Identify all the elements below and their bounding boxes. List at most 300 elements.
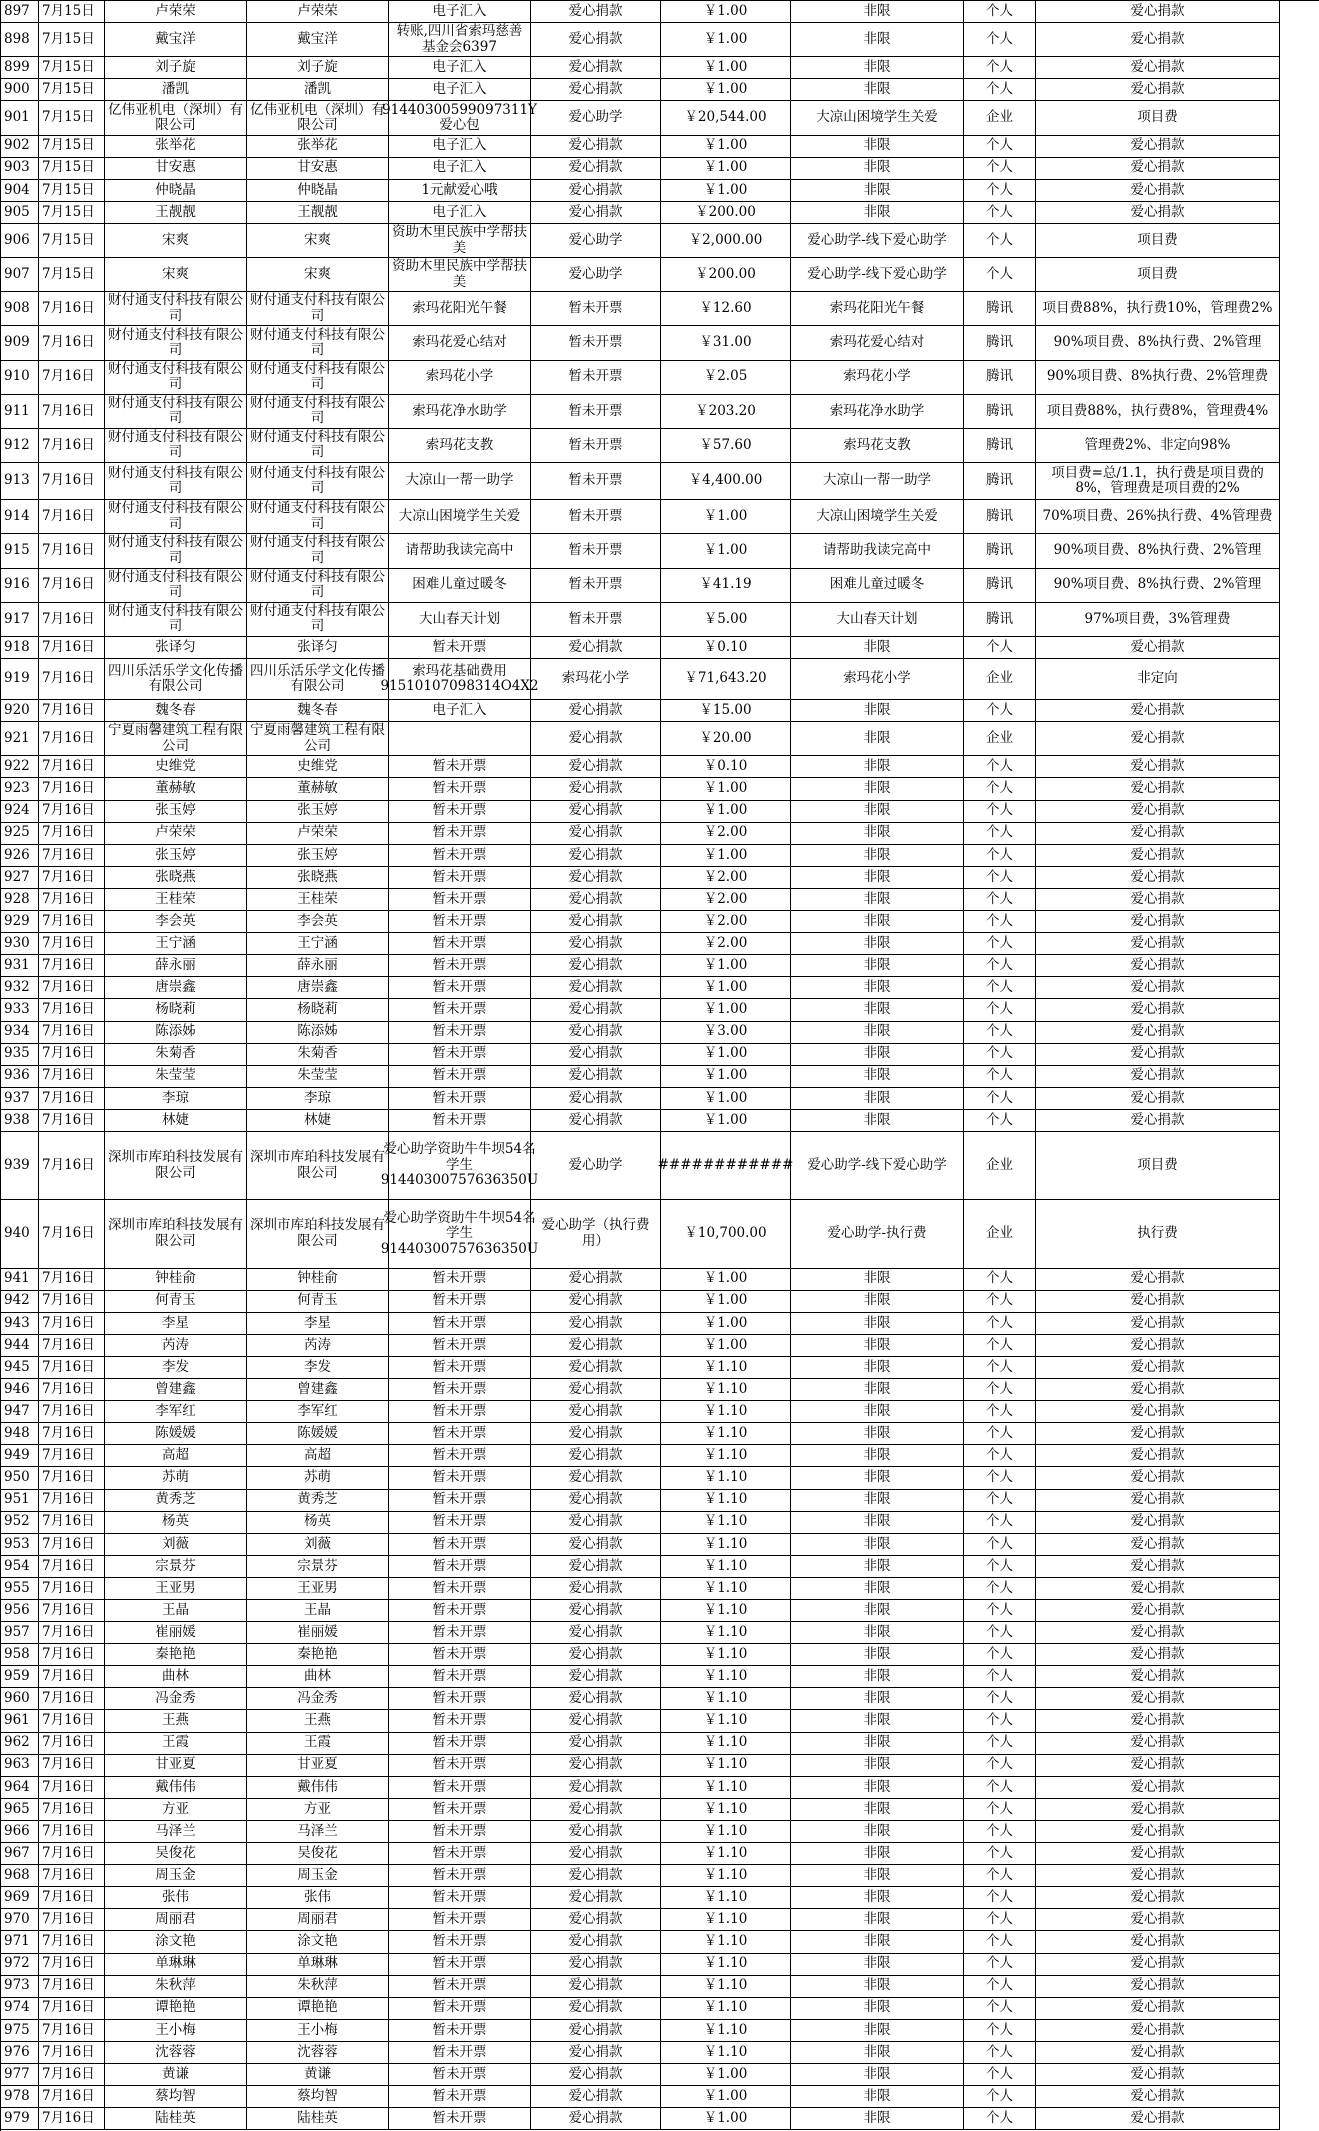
table-row-921-fund-restriction: 非限	[791, 722, 964, 756]
table-row-939-row-number: 939	[1, 1132, 39, 1200]
table-row-951-fund-restriction: 非限	[791, 1490, 964, 1512]
table-row-942-donation-date: 7月16日	[39, 1291, 105, 1313]
table-row-969-row-number: 969	[1, 1887, 39, 1909]
table-row-959-amount: ￥1.10	[661, 1666, 791, 1688]
table-row-970-row-number: 970	[1, 1909, 39, 1931]
table-row-951-donor-category: 个人	[964, 1490, 1036, 1512]
table-row-977-fund-restriction: 非限	[791, 2064, 964, 2086]
table-row-948-row-number: 948	[1, 1423, 39, 1445]
table-row-947-amount: ￥1.10	[661, 1401, 791, 1423]
table-row-922-donor-category: 个人	[964, 756, 1036, 778]
table-row-918-donation-date: 7月16日	[39, 637, 105, 659]
table-row-939-donor-category: 企业	[964, 1132, 1036, 1200]
table-row-954-remark: 暂未开票	[389, 1556, 531, 1578]
table-row-973-fund-usage: 爱心捐款	[1036, 1976, 1280, 1998]
table-row-899-row-number: 899	[1, 57, 39, 79]
table-row-963-amount: ￥1.10	[661, 1755, 791, 1777]
table-row-973-donation-type: 爱心捐款	[531, 1976, 661, 1998]
table-row-957-row-number: 957	[1, 1622, 39, 1644]
table-row-943-fund-usage: 爱心捐款	[1036, 1313, 1280, 1335]
table-row-948-remark: 暂未开票	[389, 1423, 531, 1445]
table-row-904-row-number: 904	[1, 180, 39, 202]
table-row-906-donor-category: 个人	[964, 224, 1036, 258]
table-row-923-amount: ￥1.00	[661, 778, 791, 800]
table-row-897-remark: 电子汇入	[389, 1, 531, 23]
table-row-898-fund-usage: 爱心捐款	[1036, 23, 1280, 57]
table-row-934-donation-type: 爱心捐款	[531, 1022, 661, 1044]
table-row-941-invoice-name: 钟桂俞	[247, 1269, 389, 1291]
table-row-932-donation-date: 7月16日	[39, 977, 105, 999]
table-row-900-invoice-name: 潘凯	[247, 79, 389, 101]
table-row-917-donor-name: 财付通支付科技有限公司	[105, 603, 247, 637]
table-row-910-fund-restriction: 索玛花小学	[791, 361, 964, 395]
table-row-948-donation-type: 爱心捐款	[531, 1423, 661, 1445]
table-row-941-donation-type: 爱心捐款	[531, 1269, 661, 1291]
table-row-929-donor-category: 个人	[964, 911, 1036, 933]
table-row-928-fund-usage: 爱心捐款	[1036, 889, 1280, 911]
table-row-942-invoice-name: 何青玉	[247, 1291, 389, 1313]
table-row-954-donation-date: 7月16日	[39, 1556, 105, 1578]
table-row-899-donor-name: 刘子旋	[105, 57, 247, 79]
table-row-970-donation-date: 7月16日	[39, 1909, 105, 1931]
table-row-960-remark: 暂未开票	[389, 1688, 531, 1710]
table-row-940-donation-type: 爱心助学（执行费用）	[531, 1200, 661, 1268]
table-row-940-row-number: 940	[1, 1200, 39, 1268]
table-row-961-donation-type: 爱心捐款	[531, 1710, 661, 1732]
table-row-966-amount: ￥1.10	[661, 1821, 791, 1843]
table-row-903-fund-restriction: 非限	[791, 158, 964, 180]
table-row-929-row-number: 929	[1, 911, 39, 933]
table-row-976-amount: ￥1.10	[661, 2042, 791, 2064]
table-row-973-remark: 暂未开票	[389, 1976, 531, 1998]
table-row-956-row-number: 956	[1, 1600, 39, 1622]
table-row-913-amount: ￥4,400.00	[661, 463, 791, 500]
table-row-960-donor-category: 个人	[964, 1688, 1036, 1710]
table-row-945-fund-restriction: 非限	[791, 1357, 964, 1379]
table-row-964-fund-usage: 爱心捐款	[1036, 1777, 1280, 1799]
table-row-928-amount: ￥2.00	[661, 889, 791, 911]
table-row-925-donation-date: 7月16日	[39, 823, 105, 845]
table-row-933-row-number: 933	[1, 999, 39, 1021]
table-row-976-donor-category: 个人	[964, 2042, 1036, 2064]
table-row-970-invoice-name: 周丽君	[247, 1909, 389, 1931]
table-row-935-fund-restriction: 非限	[791, 1044, 964, 1066]
table-row-935-invoice-name: 朱菊香	[247, 1044, 389, 1066]
table-row-931-donor-category: 个人	[964, 955, 1036, 977]
table-row-913-fund-restriction: 大凉山一帮一助学	[791, 463, 964, 500]
table-row-952-donation-date: 7月16日	[39, 1512, 105, 1534]
table-row-968-row-number: 968	[1, 1865, 39, 1887]
table-row-913-remark: 大凉山一帮一助学	[389, 463, 531, 500]
table-row-956-fund-usage: 爱心捐款	[1036, 1600, 1280, 1622]
table-row-919-donor-category: 企业	[964, 659, 1036, 700]
table-row-962-donor-category: 个人	[964, 1733, 1036, 1755]
table-row-920-invoice-name: 魏冬春	[247, 700, 389, 722]
table-row-930-donor-category: 个人	[964, 933, 1036, 955]
table-row-979-remark: 暂未开票	[389, 2108, 531, 2130]
table-row-960-donor-name: 冯金秀	[105, 1688, 247, 1710]
table-row-959-invoice-name: 曲林	[247, 1666, 389, 1688]
table-row-926-donation-date: 7月16日	[39, 845, 105, 867]
table-row-902-donor-name: 张举花	[105, 136, 247, 158]
table-row-979-invoice-name: 陆桂英	[247, 2108, 389, 2130]
table-row-968-donor-category: 个人	[964, 1865, 1036, 1887]
table-row-978-donation-date: 7月16日	[39, 2086, 105, 2108]
table-row-941-amount: ￥1.00	[661, 1269, 791, 1291]
table-row-908-fund-usage: 项目费88%，执行费10%，管理费2%	[1036, 292, 1280, 326]
table-row-961-amount: ￥1.10	[661, 1710, 791, 1732]
table-row-963-donation-type: 爱心捐款	[531, 1755, 661, 1777]
table-row-909-donation-date: 7月16日	[39, 326, 105, 360]
table-row-916-invoice-name: 财付通支付科技有限公司	[247, 569, 389, 603]
table-row-976-donation-date: 7月16日	[39, 2042, 105, 2064]
table-row-897-donation-date: 7月15日	[39, 1, 105, 23]
table-row-935-amount: ￥1.00	[661, 1044, 791, 1066]
table-row-952-fund-usage: 爱心捐款	[1036, 1512, 1280, 1534]
table-row-978-donor-name: 蔡均智	[105, 2086, 247, 2108]
table-row-915-row-number: 915	[1, 534, 39, 568]
table-row-950-amount: ￥1.10	[661, 1467, 791, 1489]
table-row-912-invoice-name: 财付通支付科技有限公司	[247, 429, 389, 463]
table-row-960-amount: ￥1.10	[661, 1688, 791, 1710]
table-row-948-donor-name: 陈媛媛	[105, 1423, 247, 1445]
table-row-899-fund-usage: 爱心捐款	[1036, 57, 1280, 79]
table-row-975-invoice-name: 王小梅	[247, 2020, 389, 2042]
table-row-911-donor-name: 财付通支付科技有限公司	[105, 395, 247, 429]
table-row-951-invoice-name: 黄秀芝	[247, 1490, 389, 1512]
table-row-900-fund-usage: 爱心捐款	[1036, 79, 1280, 101]
table-row-910-donation-date: 7月16日	[39, 361, 105, 395]
table-row-929-invoice-name: 李会英	[247, 911, 389, 933]
table-row-925-donor-category: 个人	[964, 823, 1036, 845]
table-row-945-remark: 暂未开票	[389, 1357, 531, 1379]
table-row-921-invoice-name: 宁夏雨馨建筑工程有限公司	[247, 722, 389, 756]
table-row-967-amount: ￥1.10	[661, 1843, 791, 1865]
table-row-925-donor-name: 卢荣荣	[105, 823, 247, 845]
table-row-950-donation-type: 爱心捐款	[531, 1467, 661, 1489]
table-row-928-remark: 暂未开票	[389, 889, 531, 911]
table-row-969-amount: ￥1.10	[661, 1887, 791, 1909]
table-row-922-donation-type: 爱心捐款	[531, 756, 661, 778]
table-row-942-amount: ￥1.00	[661, 1291, 791, 1313]
table-row-974-invoice-name: 谭艳艳	[247, 1998, 389, 2020]
table-row-967-donation-type: 爱心捐款	[531, 1843, 661, 1865]
table-row-938-fund-restriction: 非限	[791, 1110, 964, 1132]
table-row-968-donation-date: 7月16日	[39, 1865, 105, 1887]
table-row-962-row-number: 962	[1, 1733, 39, 1755]
table-row-951-amount: ￥1.10	[661, 1490, 791, 1512]
table-row-967-donor-name: 吴俊花	[105, 1843, 247, 1865]
table-row-939-fund-restriction: 爱心助学-线下爱心助学	[791, 1132, 964, 1200]
table-row-930-remark: 暂未开票	[389, 933, 531, 955]
table-row-933-donation-type: 爱心捐款	[531, 999, 661, 1021]
table-row-979-fund-usage: 爱心捐款	[1036, 2108, 1280, 2130]
table-row-903-donor-name: 甘安惠	[105, 158, 247, 180]
table-row-917-donation-date: 7月16日	[39, 603, 105, 637]
table-row-930-donor-name: 王宁涵	[105, 933, 247, 955]
table-row-901-row-number: 901	[1, 101, 39, 135]
table-row-921-donor-category: 企业	[964, 722, 1036, 756]
table-row-909-invoice-name: 财付通支付科技有限公司	[247, 326, 389, 360]
table-row-915-remark: 请帮助我读完高中	[389, 534, 531, 568]
table-row-926-invoice-name: 张玉婷	[247, 845, 389, 867]
table-row-977-fund-usage: 爱心捐款	[1036, 2064, 1280, 2086]
table-row-952-invoice-name: 杨英	[247, 1512, 389, 1534]
table-row-972-donation-type: 爱心捐款	[531, 1954, 661, 1976]
table-row-924-invoice-name: 张玉婷	[247, 801, 389, 823]
table-row-938-invoice-name: 林婕	[247, 1110, 389, 1132]
table-row-940-donor-category: 企业	[964, 1200, 1036, 1268]
table-row-908-invoice-name: 财付通支付科技有限公司	[247, 292, 389, 326]
table-row-911-donation-date: 7月16日	[39, 395, 105, 429]
table-row-951-fund-usage: 爱心捐款	[1036, 1490, 1280, 1512]
table-row-964-fund-restriction: 非限	[791, 1777, 964, 1799]
table-row-897-donor-category: 个人	[964, 1, 1036, 23]
table-row-921-row-number: 921	[1, 722, 39, 756]
table-row-944-row-number: 944	[1, 1335, 39, 1357]
table-row-918-donor-category: 个人	[964, 637, 1036, 659]
table-row-952-donation-type: 爱心捐款	[531, 1512, 661, 1534]
table-row-946-fund-usage: 爱心捐款	[1036, 1379, 1280, 1401]
table-row-900-donor-name: 潘凯	[105, 79, 247, 101]
table-row-972-fund-restriction: 非限	[791, 1954, 964, 1976]
table-row-957-fund-restriction: 非限	[791, 1622, 964, 1644]
table-row-972-row-number: 972	[1, 1954, 39, 1976]
table-row-949-donation-date: 7月16日	[39, 1445, 105, 1467]
table-row-977-amount: ￥1.00	[661, 2064, 791, 2086]
table-row-898-donation-date: 7月15日	[39, 23, 105, 57]
table-row-934-fund-usage: 爱心捐款	[1036, 1022, 1280, 1044]
table-row-914-donation-date: 7月16日	[39, 500, 105, 534]
table-row-976-donation-type: 爱心捐款	[531, 2042, 661, 2064]
table-row-925-fund-restriction: 非限	[791, 823, 964, 845]
table-row-897-donation-type: 爱心捐款	[531, 1, 661, 23]
table-row-952-donor-name: 杨英	[105, 1512, 247, 1534]
table-row-960-donation-type: 爱心捐款	[531, 1688, 661, 1710]
table-row-954-amount: ￥1.10	[661, 1556, 791, 1578]
table-row-937-donation-date: 7月16日	[39, 1088, 105, 1110]
table-row-978-amount: ￥1.00	[661, 2086, 791, 2108]
table-row-914-donation-type: 暂未开票	[531, 500, 661, 534]
table-row-946-donation-date: 7月16日	[39, 1379, 105, 1401]
table-row-965-donation-type: 爱心捐款	[531, 1799, 661, 1821]
table-row-941-donor-name: 钟桂俞	[105, 1269, 247, 1291]
table-row-966-donor-category: 个人	[964, 1821, 1036, 1843]
table-row-935-fund-usage: 爱心捐款	[1036, 1044, 1280, 1066]
table-row-923-row-number: 923	[1, 778, 39, 800]
table-row-900-donation-type: 爱心捐款	[531, 79, 661, 101]
table-row-937-fund-restriction: 非限	[791, 1088, 964, 1110]
table-row-922-fund-usage: 爱心捐款	[1036, 756, 1280, 778]
table-row-934-row-number: 934	[1, 1022, 39, 1044]
table-row-905-donation-date: 7月15日	[39, 202, 105, 224]
table-row-914-remark: 大凉山困境学生关爱	[389, 500, 531, 534]
table-row-966-donation-date: 7月16日	[39, 1821, 105, 1843]
table-row-968-invoice-name: 周玉金	[247, 1865, 389, 1887]
table-row-913-donor-name: 财付通支付科技有限公司	[105, 463, 247, 500]
table-row-937-remark: 暂未开票	[389, 1088, 531, 1110]
table-row-962-fund-restriction: 非限	[791, 1733, 964, 1755]
table-row-916-donation-date: 7月16日	[39, 569, 105, 603]
table-row-912-donor-name: 财付通支付科技有限公司	[105, 429, 247, 463]
table-row-917-donation-type: 暂未开票	[531, 603, 661, 637]
table-row-940-fund-usage: 执行费	[1036, 1200, 1280, 1268]
table-row-942-row-number: 942	[1, 1291, 39, 1313]
table-row-958-donation-date: 7月16日	[39, 1644, 105, 1666]
table-row-926-donor-category: 个人	[964, 845, 1036, 867]
table-row-960-row-number: 960	[1, 1688, 39, 1710]
table-row-940-fund-restriction: 爱心助学-执行费	[791, 1200, 964, 1268]
table-row-978-remark: 暂未开票	[389, 2086, 531, 2108]
table-row-974-amount: ￥1.10	[661, 1998, 791, 2020]
table-row-953-remark: 暂未开票	[389, 1534, 531, 1556]
table-row-928-row-number: 928	[1, 889, 39, 911]
table-row-905-remark: 电子汇入	[389, 202, 531, 224]
table-row-966-remark: 暂未开票	[389, 1821, 531, 1843]
table-row-928-donor-name: 王桂荣	[105, 889, 247, 911]
table-row-942-donor-category: 个人	[964, 1291, 1036, 1313]
table-row-946-invoice-name: 曾建鑫	[247, 1379, 389, 1401]
table-row-906-remark: 资助木里民族中学帮扶美	[389, 224, 531, 258]
table-row-915-donor-name: 财付通支付科技有限公司	[105, 534, 247, 568]
table-row-924-fund-usage: 爱心捐款	[1036, 801, 1280, 823]
table-row-953-donor-name: 刘薇	[105, 1534, 247, 1556]
table-row-902-amount: ￥1.00	[661, 136, 791, 158]
table-row-916-remark: 困难儿童过暖冬	[389, 569, 531, 603]
table-row-948-invoice-name: 陈媛媛	[247, 1423, 389, 1445]
table-row-937-amount: ￥1.00	[661, 1088, 791, 1110]
table-row-929-fund-restriction: 非限	[791, 911, 964, 933]
table-row-937-row-number: 937	[1, 1088, 39, 1110]
table-row-911-fund-usage: 项目费88%，执行费8%，管理费4%	[1036, 395, 1280, 429]
table-row-941-donor-category: 个人	[964, 1269, 1036, 1291]
table-row-972-fund-usage: 爱心捐款	[1036, 1954, 1280, 1976]
table-row-915-invoice-name: 财付通支付科技有限公司	[247, 534, 389, 568]
table-row-976-remark: 暂未开票	[389, 2042, 531, 2064]
table-row-959-row-number: 959	[1, 1666, 39, 1688]
table-row-897-invoice-name: 卢荣荣	[247, 1, 389, 23]
table-row-927-remark: 暂未开票	[389, 867, 531, 889]
table-row-973-amount: ￥1.10	[661, 1976, 791, 1998]
table-row-944-donation-type: 爱心捐款	[531, 1335, 661, 1357]
table-row-921-fund-usage: 爱心捐款	[1036, 722, 1280, 756]
table-row-958-donation-type: 爱心捐款	[531, 1644, 661, 1666]
table-row-968-donation-type: 爱心捐款	[531, 1865, 661, 1887]
table-row-961-donation-date: 7月16日	[39, 1710, 105, 1732]
table-row-974-fund-usage: 爱心捐款	[1036, 1998, 1280, 2020]
table-row-917-fund-usage: 97%项目费，3%管理费	[1036, 603, 1280, 637]
table-row-974-donor-category: 个人	[964, 1998, 1036, 2020]
table-row-928-donor-category: 个人	[964, 889, 1036, 911]
table-row-949-donor-category: 个人	[964, 1445, 1036, 1467]
table-row-931-remark: 暂未开票	[389, 955, 531, 977]
table-row-922-donation-date: 7月16日	[39, 756, 105, 778]
table-row-957-donor-name: 崔丽媛	[105, 1622, 247, 1644]
table-row-931-donation-type: 爱心捐款	[531, 955, 661, 977]
table-row-956-donor-name: 王晶	[105, 1600, 247, 1622]
table-row-947-row-number: 947	[1, 1401, 39, 1423]
table-row-954-fund-restriction: 非限	[791, 1556, 964, 1578]
table-row-968-fund-restriction: 非限	[791, 1865, 964, 1887]
table-row-923-invoice-name: 董赫敏	[247, 778, 389, 800]
table-row-962-donation-type: 爱心捐款	[531, 1733, 661, 1755]
table-row-942-fund-restriction: 非限	[791, 1291, 964, 1313]
table-row-964-amount: ￥1.10	[661, 1777, 791, 1799]
table-row-905-donor-name: 王靓靓	[105, 202, 247, 224]
table-row-976-fund-usage: 爱心捐款	[1036, 2042, 1280, 2064]
table-row-967-invoice-name: 吴俊花	[247, 1843, 389, 1865]
table-row-924-amount: ￥1.00	[661, 801, 791, 823]
table-row-970-donation-type: 爱心捐款	[531, 1909, 661, 1931]
table-row-930-fund-restriction: 非限	[791, 933, 964, 955]
table-row-940-donor-name: 深圳市库珀科技发展有限公司	[105, 1200, 247, 1268]
table-row-937-donor-category: 个人	[964, 1088, 1036, 1110]
table-row-969-donation-type: 爱心捐款	[531, 1887, 661, 1909]
table-row-903-donation-type: 爱心捐款	[531, 158, 661, 180]
table-row-906-row-number: 906	[1, 224, 39, 258]
table-row-973-donation-date: 7月16日	[39, 1976, 105, 1998]
table-row-956-donation-date: 7月16日	[39, 1600, 105, 1622]
table-row-975-donor-category: 个人	[964, 2020, 1036, 2042]
table-row-915-fund-usage: 90%项目费、8%执行费、2%管理	[1036, 534, 1280, 568]
table-row-948-amount: ￥1.10	[661, 1423, 791, 1445]
table-row-899-donation-date: 7月15日	[39, 57, 105, 79]
table-row-924-donation-type: 爱心捐款	[531, 801, 661, 823]
table-row-960-fund-restriction: 非限	[791, 1688, 964, 1710]
table-row-935-row-number: 935	[1, 1044, 39, 1066]
table-row-923-remark: 暂未开票	[389, 778, 531, 800]
table-row-906-fund-usage: 项目费	[1036, 224, 1280, 258]
table-row-920-donor-category: 个人	[964, 700, 1036, 722]
table-row-910-remark: 索玛花小学	[389, 361, 531, 395]
table-row-934-donor-name: 陈添姊	[105, 1022, 247, 1044]
table-row-917-row-number: 917	[1, 603, 39, 637]
table-row-912-donation-type: 暂未开票	[531, 429, 661, 463]
table-row-924-donation-date: 7月16日	[39, 801, 105, 823]
table-row-954-donor-category: 个人	[964, 1556, 1036, 1578]
table-row-968-fund-usage: 爱心捐款	[1036, 1865, 1280, 1887]
table-row-970-fund-usage: 爱心捐款	[1036, 1909, 1280, 1931]
table-row-954-donor-name: 宗景芬	[105, 1556, 247, 1578]
table-row-936-donation-type: 爱心捐款	[531, 1066, 661, 1088]
table-row-926-donation-type: 爱心捐款	[531, 845, 661, 867]
table-row-922-donor-name: 史维党	[105, 756, 247, 778]
table-row-971-donor-name: 涂文艳	[105, 1931, 247, 1953]
table-row-948-fund-restriction: 非限	[791, 1423, 964, 1445]
table-row-946-donation-type: 爱心捐款	[531, 1379, 661, 1401]
table-row-976-fund-restriction: 非限	[791, 2042, 964, 2064]
table-row-919-donation-type: 索玛花小学	[531, 659, 661, 700]
table-row-949-remark: 暂未开票	[389, 1445, 531, 1467]
table-row-978-fund-usage: 爱心捐款	[1036, 2086, 1280, 2108]
table-row-979-row-number: 979	[1, 2108, 39, 2130]
table-row-910-row-number: 910	[1, 361, 39, 395]
table-row-908-donation-type: 暂未开票	[531, 292, 661, 326]
table-row-922-row-number: 922	[1, 756, 39, 778]
table-row-953-donor-category: 个人	[964, 1534, 1036, 1556]
table-row-923-donation-type: 爱心捐款	[531, 778, 661, 800]
table-row-965-donor-category: 个人	[964, 1799, 1036, 1821]
table-row-964-donor-category: 个人	[964, 1777, 1036, 1799]
table-row-898-row-number: 898	[1, 23, 39, 57]
table-row-967-fund-usage: 爱心捐款	[1036, 1843, 1280, 1865]
table-row-941-fund-restriction: 非限	[791, 1269, 964, 1291]
table-row-978-invoice-name: 蔡均智	[247, 2086, 389, 2108]
table-row-965-invoice-name: 方亚	[247, 1799, 389, 1821]
table-row-904-fund-restriction: 非限	[791, 180, 964, 202]
table-row-950-invoice-name: 苏萌	[247, 1467, 389, 1489]
table-row-962-fund-usage: 爱心捐款	[1036, 1733, 1280, 1755]
